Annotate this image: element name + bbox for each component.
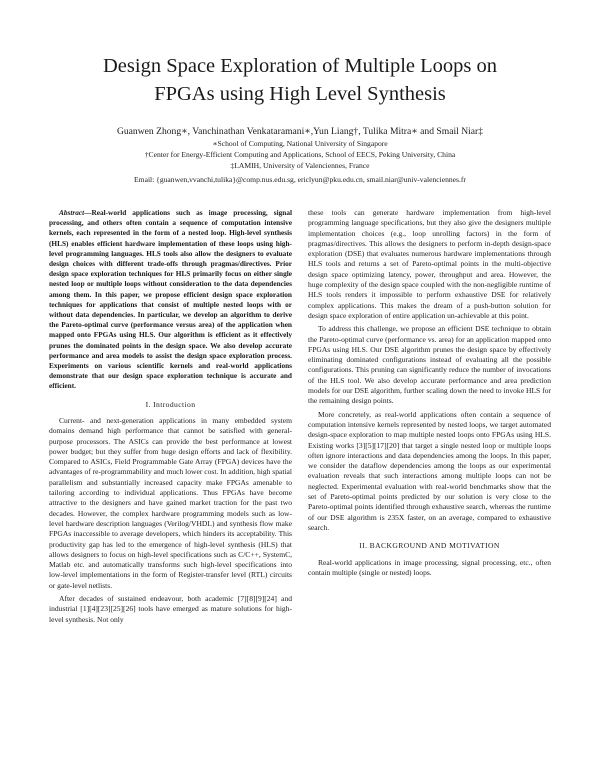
- affiliation-valenciennes: ‡LAMIH, University of Valenciennes, France: [230, 161, 370, 170]
- author-list: Guanwen Zhong∗, Vanchinathan Venkataramani∗,Yun Liang†, Tulika Mitra∗ and Smail Niar‡: [116, 126, 484, 137]
- abstract-label: Abstract: [59, 208, 85, 217]
- title-line-2: FPGAs using High Level Synthesis: [154, 83, 446, 105]
- affiliation-pku: †Center for Energy-Efficient Computing and Applications, School of EECS, Peking University, China: [144, 150, 456, 159]
- intro-paragraph-1: Current- and next-generation applications in many embedded system domains demand high performance that cannot be satisfied with general-purpose processors. The ASICs can provide the best performance at lowest power budget; but they suffer from huge design efforts and lack of flexibility. Compared to ASICs, Field Programmable Gate Array (FPGA) devices have the advantages of re-programmability and much lower cost. In addition, high spatial parallelism and substantially increased capacity make FPGAs amenable to tailoring according to individual applications. Thus FPGAs have become attractive to the designers and have gained market traction for the past two decades. However, the complex hardware programming models such as low-level hardware description languages (Verilog/VHDL) and synthesis flow make FPGAs inaccessible to average developers, which hinders its acceptability. This productivity gap has led to the emergence of high-level synthesis (HLS) that allows designers to focus on high-level specifications such as C/C++, SystemC, Matlab etc. and automatically transforms such high-level specifications into low-level implementations in the form of Register-transfer level (RTL) circuits or gate-level netlists.: [49, 415, 292, 590]
- author-emails: Email: {guanwen,vvanchi,tulika}@comp.nus.edu.sg, ericlyun@pku.edu.cn, smail.niar@univ-valenciennes.fr: [134, 175, 466, 184]
- section-heading-introduction: I. Introduction: [145, 399, 196, 409]
- right-column: [308, 208, 551, 581]
- right-paragraph-1: these tools can generate hardware implementation from high-level programming language specifications, but they also give the designers multiple implementation choices (e.g., loop unrolling factors) in the form of pragmas/directives. This allows the designers to perform in-depth design-space exploration (DSE) that evaluates numerous hardware implementations through HLS tools and returns a set of Pareto-optimal points in the multi-objective design space optimizing latency, power, throughput and area. However, the huge complexity of the design space coupled with the non-negligible runtime of HLS tools renders it impossible to perform exhaustive DSE for relatively complex applications. This makes the dream of a push-button solution for design space exploration of entire application un-achievable at this point.: [308, 208, 551, 320]
- affiliation-nus: ∗School of Computing, National University of Singapore: [212, 139, 388, 148]
- abstract-text: —Real-world applications such as image processing, signal processing, and others often contain a sequence of computation intensive kernels, each represented in the form of a nested loop. High-level synthesis (HLS) enables efficient hardware implementation of these loops using high-level programming languages. HLS tools also allow the designers to evaluate design choices with different trade-offs through pragmas/directives. Prior design space exploration techniques for HLS primarily focus on either single nested loop or multiple loops without consideration to the data dependencies among them. In this paper, we propose efficient design space exploration techniques for applications that consist of multiple nested loops with or without data dependencies. In particular, we develop an algorithm to derive the Pareto-optimal curve (performance versus area) of the application when mapped onto FPGAs using HLS. Our algorithm is efficient as it effectively prunes the dominated points in the design space. We also develop accurate performance and area models to assist the design space exploration process. Experiments on various scientific kernels and real-world applications demonstrate that our design space exploration technique is accurate and efficient.: [49, 208, 292, 391]
- right-paragraph-3: More concretely, as real-world applications often contain a sequence of computation intensive kernels represented by nested loops, we target automated design-space exploration to map multiple nested loops onto FPGAs using HLS. Existing works [3][5][17][20] that target a single nested loop or multiple loops often ignore interactions and data dependencies among the loops. In this paper, we consider the dataflow dependencies among the loops as our experimental evaluation reveals that such interactions among multiple loops can not be neglected. Experimental evaluation with real-world benchmarks show that the set of Pareto-optimal points predicted by our solution is very close to the Pareto-optimal points identified through exhaustive search, whereas the runtime of our DSE algorithm is 235X faster, on an average, compared to exhaustive search.: [308, 409, 551, 532]
- right-paragraph-4: Real-world applications in image processing, signal processing, etc., often contain multiple (single or nested) loops.: [308, 557, 551, 577]
- title-line-1: Design Space Exploration of Multiple Loops on: [103, 55, 497, 77]
- right-paragraph-2: To address this challenge, we propose an efficient DSE technique to obtain the Pareto-optimal curve (performance vs. area) for an application mapped onto FPGAs using HLS. Our DSE algorithm prunes the design space by effectively eliminating dominated configurations instead of evaluating all the possible configurations. This pruning can significantly reduce the number of invocations of the HLS tool. We also develop accurate performance and area prediction models for our DSE algorithm, further scaling down the need to invoke HLS for the remaining design points.: [308, 324, 551, 406]
- left-column: [49, 208, 292, 628]
- abstract: [49, 208, 292, 392]
- section-heading-background: II. BACKGROUND AND MOTIVATION: [359, 541, 500, 551]
- intro-paragraph-2: After decades of sustained endeavour, both academic [7][8][9][24] and industrial [1][4][23][25][26] tools have emerged as mature solutions for high-level synthesis. Not only: [49, 594, 292, 624]
- paper-title: [40, 52, 560, 108]
